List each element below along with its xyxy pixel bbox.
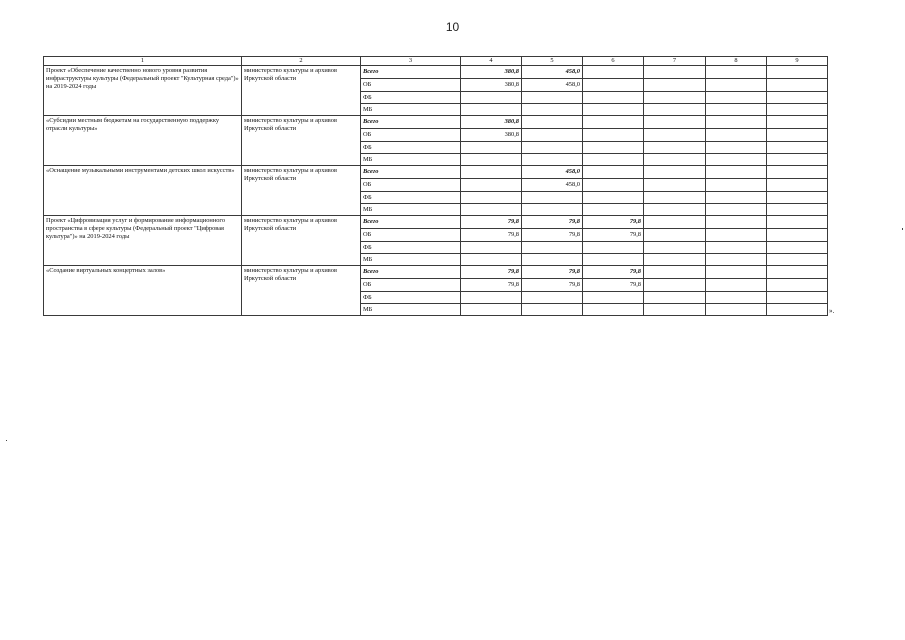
amount-cell <box>767 192 828 204</box>
amount-cell <box>767 129 828 142</box>
amount-cell <box>767 179 828 192</box>
funding-source-label: МБ <box>361 154 461 166</box>
amount-cell <box>767 166 828 179</box>
amount-cell <box>583 304 644 316</box>
amount-cell <box>583 79 644 92</box>
page-number: 10 <box>445 20 460 34</box>
amount-cell <box>583 254 644 266</box>
amount-cell <box>706 279 767 292</box>
amount-cell <box>522 154 583 166</box>
amount-cell <box>644 179 706 192</box>
amount-cell <box>706 266 767 279</box>
amount-cell <box>522 292 583 304</box>
amount-cell <box>706 192 767 204</box>
funding-source-label: МБ <box>361 304 461 316</box>
amount-cell <box>767 92 828 104</box>
amount-cell <box>644 79 706 92</box>
amount-cell <box>706 92 767 104</box>
responsible-executor: министерство культуры и архивов Иркутской области <box>242 216 361 266</box>
amount-cell: 79,8 <box>522 216 583 229</box>
amount-cell: 79,8 <box>583 229 644 242</box>
amount-cell <box>461 92 522 104</box>
responsible-executor: министерство культуры и архивов Иркутской области <box>242 66 361 116</box>
amount-cell <box>522 204 583 216</box>
amount-cell: 79,8 <box>583 216 644 229</box>
amount-cell: 79,8 <box>522 266 583 279</box>
scan-speck <box>902 228 903 230</box>
amount-cell <box>706 166 767 179</box>
amount-cell <box>644 192 706 204</box>
funding-source-label: МБ <box>361 254 461 266</box>
amount-cell <box>767 292 828 304</box>
activity-description: «Оснащение музыкальными инструментами детских школ искусств» <box>44 166 242 216</box>
amount-cell <box>706 204 767 216</box>
amount-cell <box>583 242 644 254</box>
amount-cell <box>644 292 706 304</box>
amount-cell: 79,8 <box>522 229 583 242</box>
amount-cell <box>583 166 644 179</box>
amount-cell <box>644 142 706 154</box>
funding-total-row <box>44 116 828 129</box>
amount-cell <box>583 142 644 154</box>
amount-cell <box>706 179 767 192</box>
funding-total-row <box>44 266 828 279</box>
amount-cell <box>767 66 828 79</box>
column-header: 7 <box>644 57 706 66</box>
amount-cell <box>706 116 767 129</box>
amount-cell <box>644 254 706 266</box>
activity-description: «Создание виртуальных концертных залов» <box>44 266 242 316</box>
amount-cell <box>644 104 706 116</box>
amount-cell <box>644 242 706 254</box>
amount-cell: 380,8 <box>461 79 522 92</box>
activity-description: «Субсидии местным бюджетам на государственную поддержку отрасли культуры» <box>44 116 242 166</box>
amount-cell: 458,0 <box>522 66 583 79</box>
amount-cell <box>461 254 522 266</box>
column-header: 9 <box>767 57 828 66</box>
column-header: 5 <box>522 57 583 66</box>
amount-cell <box>767 154 828 166</box>
amount-cell <box>461 166 522 179</box>
amount-cell <box>706 254 767 266</box>
amount-cell <box>644 166 706 179</box>
amount-cell <box>706 104 767 116</box>
closing-mark: ». <box>829 307 835 315</box>
amount-cell <box>644 229 706 242</box>
amount-cell <box>583 154 644 166</box>
column-header: 3 <box>361 57 461 66</box>
amount-cell <box>583 66 644 79</box>
amount-cell: 79,8 <box>461 266 522 279</box>
amount-cell <box>583 179 644 192</box>
amount-cell <box>706 229 767 242</box>
amount-cell <box>522 192 583 204</box>
table-body <box>44 66 828 316</box>
funding-total-row <box>44 216 828 229</box>
amount-cell <box>706 79 767 92</box>
amount-cell <box>706 304 767 316</box>
amount-cell <box>706 142 767 154</box>
amount-cell <box>461 154 522 166</box>
amount-cell <box>706 242 767 254</box>
funding-source-label: ОБ <box>361 79 461 92</box>
amount-cell <box>522 104 583 116</box>
amount-cell: 79,8 <box>583 279 644 292</box>
amount-cell <box>644 92 706 104</box>
activity-description: Проект «Цифровизация услуг и формирование информационного пространства в сфере культуры (Федеральный проект "Цифровая культура")» на 2019-2024 годы <box>44 216 242 266</box>
funding-total-row <box>44 66 828 79</box>
amount-cell <box>706 216 767 229</box>
amount-cell <box>644 304 706 316</box>
amount-cell <box>522 92 583 104</box>
amount-cell <box>706 66 767 79</box>
funding-source-label: Всего <box>361 116 461 129</box>
amount-cell <box>461 304 522 316</box>
amount-cell: 79,8 <box>461 229 522 242</box>
responsible-executor: министерство культуры и архивов Иркутской области <box>242 266 361 316</box>
amount-cell <box>767 216 828 229</box>
amount-cell <box>644 204 706 216</box>
amount-cell <box>767 204 828 216</box>
amount-cell <box>583 292 644 304</box>
amount-cell <box>767 279 828 292</box>
column-header: 6 <box>583 57 644 66</box>
funding-source-label: ФБ <box>361 292 461 304</box>
responsible-executor: министерство культуры и архивов Иркутской области <box>242 166 361 216</box>
funding-source-label: ФБ <box>361 242 461 254</box>
amount-cell <box>522 142 583 154</box>
amount-cell <box>461 104 522 116</box>
funding-source-label: Всего <box>361 266 461 279</box>
amount-cell <box>644 116 706 129</box>
funding-source-label: МБ <box>361 104 461 116</box>
amount-cell <box>767 104 828 116</box>
amount-cell <box>583 104 644 116</box>
funding-source-label: Всего <box>361 166 461 179</box>
funding-source-label: МБ <box>361 204 461 216</box>
amount-cell: 79,8 <box>583 266 644 279</box>
amount-cell <box>644 66 706 79</box>
amount-cell <box>583 129 644 142</box>
amount-cell <box>461 179 522 192</box>
amount-cell <box>522 242 583 254</box>
amount-cell <box>767 79 828 92</box>
amount-cell <box>644 216 706 229</box>
responsible-executor: министерство культуры и архивов Иркутской области <box>242 116 361 166</box>
amount-cell <box>522 116 583 129</box>
funding-source-label: ФБ <box>361 192 461 204</box>
amount-cell <box>706 292 767 304</box>
funding-source-label: ФБ <box>361 92 461 104</box>
funding-source-label: Всего <box>361 66 461 79</box>
amount-cell <box>461 204 522 216</box>
funding-table <box>43 56 828 316</box>
amount-cell <box>583 204 644 216</box>
amount-cell <box>767 254 828 266</box>
amount-cell <box>706 154 767 166</box>
funding-total-row <box>44 166 828 179</box>
amount-cell: 458,0 <box>522 79 583 92</box>
amount-cell: 79,8 <box>461 216 522 229</box>
amount-cell <box>583 192 644 204</box>
amount-cell: 79,8 <box>461 279 522 292</box>
amount-cell <box>644 279 706 292</box>
column-header: 1 <box>44 57 242 66</box>
funding-source-label: ОБ <box>361 179 461 192</box>
amount-cell <box>767 266 828 279</box>
amount-cell <box>461 292 522 304</box>
amount-cell <box>767 142 828 154</box>
amount-cell <box>706 129 767 142</box>
funding-source-label: ОБ <box>361 279 461 292</box>
amount-cell <box>767 304 828 316</box>
amount-cell <box>767 229 828 242</box>
amount-cell <box>461 142 522 154</box>
amount-cell: 458,0 <box>522 179 583 192</box>
amount-cell <box>644 266 706 279</box>
amount-cell <box>522 254 583 266</box>
amount-cell <box>767 116 828 129</box>
funding-source-label: Всего <box>361 216 461 229</box>
column-header: 2 <box>242 57 361 66</box>
funding-source-label: ОБ <box>361 229 461 242</box>
amount-cell <box>767 242 828 254</box>
amount-cell: 458,0 <box>522 166 583 179</box>
amount-cell <box>461 242 522 254</box>
amount-cell: 380,8 <box>461 66 522 79</box>
scan-speck <box>6 440 7 441</box>
column-header: 4 <box>461 57 522 66</box>
amount-cell <box>522 129 583 142</box>
amount-cell: 380,8 <box>461 129 522 142</box>
amount-cell <box>583 92 644 104</box>
column-header: 8 <box>706 57 767 66</box>
activity-description: Проект «Обеспечение качественно нового уровня развития инфраструктуры культуры (Федеральный проект "Культурная среда")» на 2019-2024 годы <box>44 66 242 116</box>
funding-source-label: ФБ <box>361 142 461 154</box>
funding-source-label: ОБ <box>361 129 461 142</box>
column-number-row <box>44 57 828 66</box>
amount-cell: 380,8 <box>461 116 522 129</box>
amount-cell <box>522 304 583 316</box>
amount-cell <box>461 192 522 204</box>
amount-cell: 79,8 <box>522 279 583 292</box>
amount-cell <box>583 116 644 129</box>
amount-cell <box>644 129 706 142</box>
amount-cell <box>644 154 706 166</box>
